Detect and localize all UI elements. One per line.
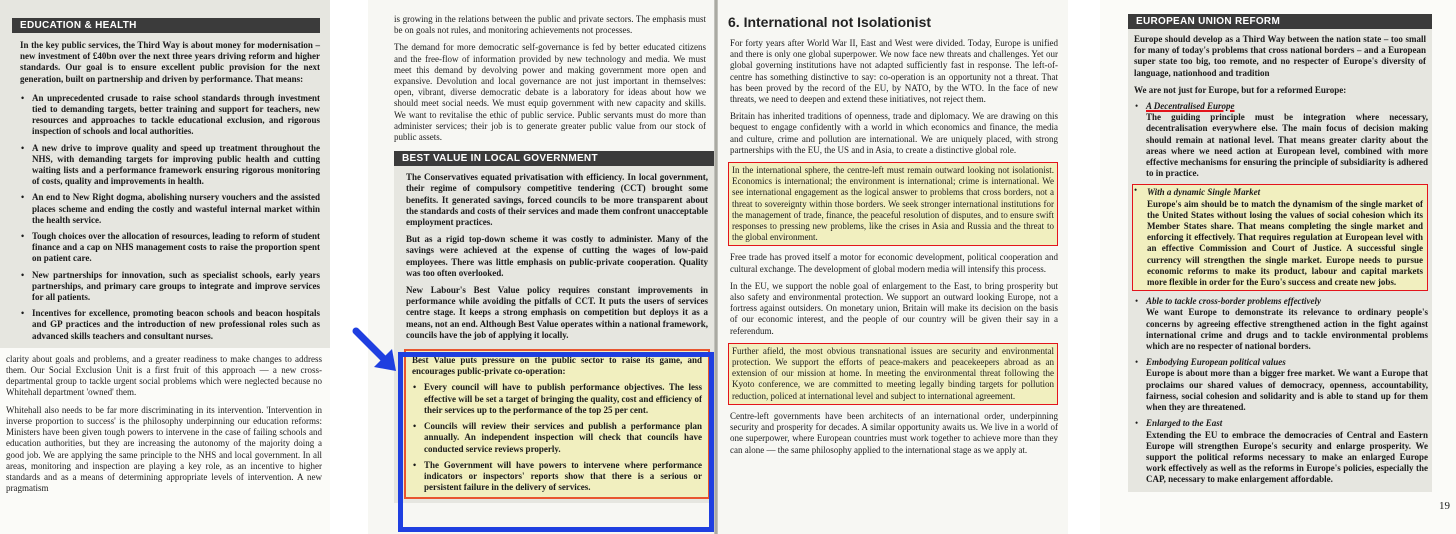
book-spine bbox=[714, 0, 718, 534]
list-item bbox=[1134, 418, 1428, 485]
highlight-intro: Best Value puts pressure on the public sector to raise its game, and encourages public-private co-operation: bbox=[412, 355, 702, 377]
page-best-value bbox=[368, 0, 716, 534]
list-item: • Incentives for excellence, promoting beacon schools and beacon hospitals and GP practices and the introduction of new professional roles such as advanced skills teachers and consultant nurses. bbox=[20, 308, 320, 342]
intro-text: In the key public services, the Third Way is about money for modernisation – new investment of £40bn over the next three years driving reform and higher standards. Our goal is to ensure excellent public provision for the next generation, built on partnership and driven by performance. That means: bbox=[20, 40, 320, 84]
item-text: We want Europe to demonstrate its relevance to ordinary people's concerns by agreeing effective strengthened action in the fight against international crime and drugs and to tackle environmental problems which are no respecter of national borders. bbox=[1146, 307, 1428, 352]
page-title: 6. International not Isolationist bbox=[728, 14, 932, 30]
list-item bbox=[1134, 296, 1428, 352]
list-item bbox=[1132, 184, 1428, 291]
list-item: • An unprecedented crusade to raise school standards through investment tied to demanding targets, better training and support for teachers, new resources and approaches to tackle educational exclusion, and rigorous inspection of schools and local authorities. bbox=[20, 93, 320, 138]
highlighted-box: Further afield, the most obvious transnational issues are security and environmental protection. We support the efforts of peace-makers and peacekeepers abroad as an extension of our mission at home. In meeting the environmental threat following the Kyoto conference, we are committed to meeting legally binding targets for pollution reduction, policed at international level and subject to international agreement. bbox=[728, 343, 1058, 405]
page-eu-reform bbox=[1100, 0, 1456, 534]
blue-arrow-icon bbox=[352, 327, 402, 377]
lead-text: We are not just for Europe, but for a reformed Europe: bbox=[1134, 84, 1347, 95]
highlighted-box bbox=[404, 349, 710, 499]
body-paragraph: Britain has inherited traditions of openness, trade and diplomacy. We are drawing on this bequest to engage confidently with a world in which economics and finance, the media and culture, crime and pollution are international. We are uniquely placed, with strong partnerships with the EU, the US and in Asia, to create a distinctive global role. bbox=[730, 111, 1058, 155]
body-paragraph: is growing in the relations between the public and private sectors. The emphasis must be on goals not rules, and monitoring achievements not processes. bbox=[394, 14, 706, 36]
list-item: • Councils will review their services and publish a performance plan annually. An independent inspection will check that councils have conducted service reviews properly. bbox=[412, 421, 702, 455]
list-item: • A new drive to improve quality and speed up treatment throughout the NHS, with demanding targets for improving public health and cutting waiting lists and a performance framework ensuring rigorous monitoring of costs, quality and improvements in health. bbox=[20, 143, 320, 188]
bullet-list bbox=[0, 85, 330, 342]
section-heading: EDUCATION & HEALTH bbox=[12, 18, 320, 33]
page-number: 19 bbox=[1439, 500, 1450, 512]
item-text: Europe is about more than a bigger free market. We want a Europe that proclaims our shared values of democracy, openness, accountability, fairness, social cohesion and solidarity and is able to stand up for them when they are threatened. bbox=[1146, 368, 1428, 413]
item-title: • Embodying European political values bbox=[1146, 357, 1286, 368]
list-item bbox=[1134, 101, 1428, 179]
list-item: • Tough choices over the allocation of resources, leading to reform of student finance and a cap on NHS management costs to raise the proportion spent on patient care. bbox=[20, 231, 320, 265]
item-title: • Enlarged to the East bbox=[1146, 418, 1223, 429]
gutter bbox=[1068, 0, 1100, 534]
item-text: Europe's aim should be to match the dynamism of the single market of the United States without losing the values of social cohesion which its Member States share. That means completing the single market and enforcing it effectively. That requires regulation at European level with an effective Commission and Court of Justice. A successful single currency will strengthen the single market. Europe needs to pursue economic reforms to make its product, labour and capital markets more flexible in order for the Euro's success and create new jobs. bbox=[1147, 198, 1423, 288]
list-item bbox=[1134, 357, 1428, 413]
item-text: The guiding principle must be integration where necessary, decentralisation everywhere else. The main focus of decision making should remain at national level. That means greater clarity about the areas where we need action at European level, combined with more effective mechanisms for ensuring the principle of subsidiarity is adhered to in practice. bbox=[1146, 112, 1428, 179]
body-paragraph: New Labour's Best Value policy requires constant improvements in performance while avoiding the pitfalls of CCT. It puts the users of services centre stage. It keeps a strong emphasis on competition but deploys it as a means, not an end. Although Best Value operates within a national framework, councils have the job of applying it locally. bbox=[406, 285, 708, 340]
intro-text: Europe should develop as a Third Way between the nation state – too small for many of today's problems that cross national borders – and a European super state too big, too remote, and no respecter of Europe's diversity of language, nationhood and tradition bbox=[1134, 34, 1426, 78]
item-text: Extending the EU to embrace the democracies of Central and Eastern Europe will strengthen Europe's security and enlarge prosperity. We support the political reforms necessary to make an enlarged Europe work effectively as well as the reforms in Europe's policies, especially the CAP, necessary to make enlargement affordable. bbox=[1146, 429, 1428, 485]
body-paragraph: For forty years after World War II, East and West were divided. Today, Europe is unified and there is only one global superpower. We now face new threats and challenges. Yet our global governing institutions have not adapted sufficiently fast in response. The left-of-centre has something distinctive to say: co-operation is an opportunity not a threat. That has been proved by the record of the EU, by NATO, by the WTO. In the face of new threats, we need to deepen and extend these initiatives, not reject them. bbox=[730, 38, 1058, 105]
body-paragraph: In the EU, we support the noble goal of enlargement to the East, to bring prosperity but also safety and environmental protection. We support an outward looking Europe, not a fortress against outsiders. On monetary union, Britain will make its decision on the basis of our economic interest, and the people of our country will be given their say in a referendum. bbox=[730, 280, 1058, 336]
best-value-panel bbox=[394, 151, 716, 503]
list-item: • Every council will have to publish performance objectives. The less effective will be set a target of bringing the quality, cost and efficiency of their services up to the performance of the top 25 per cent. bbox=[412, 382, 702, 416]
body-paragraph: Centre-left governments have been architects of an international order, underpinning security and prosperity for decades. A similar opportunity awaits us. We live in a world of one superpower, where European countries must work together to achieve more than they can alone — the same philosophy applied to the international stage as we apply at. bbox=[730, 410, 1058, 455]
section-heading: BEST VALUE IN LOCAL GOVERNMENT bbox=[394, 151, 716, 166]
eu-reform-panel bbox=[1128, 14, 1432, 492]
item-title: • A Decentralised Europe bbox=[1146, 101, 1235, 112]
list-item: • The Government will have powers to intervene where performance indicators or inspectors' reports show that there is a serious or persistent failure in the delivery of services. bbox=[412, 460, 702, 494]
body-paragraph: Free trade has proved itself a motor for economic development, political cooperation and cultural exchange. The development of global modern media will intensify this process. bbox=[730, 252, 1058, 274]
page-international bbox=[716, 0, 1068, 534]
education-health-panel bbox=[0, 0, 330, 348]
reform-list bbox=[1128, 101, 1432, 486]
item-title: • Able to tackle cross-border problems effectively bbox=[1146, 296, 1322, 307]
page-education-health bbox=[0, 0, 330, 534]
body-paragraph: clarity about goals and problems, and a greater readiness to make changes to address them. Our Social Exclusion Unit is a first fruit of this approach — a new cross-departmental group to tackle urgent social problems which were neglected because no Whitehall department 'owned' them. bbox=[6, 353, 322, 398]
section-heading: EUROPEAN UNION REFORM bbox=[1128, 14, 1432, 29]
highlighted-box: In the international sphere, the centre-left must remain outward looking not isolationist. Economics is international; the environment is international; crime is international. We see international engagement as the logical answer to problems that cross borders, not a threat to sovereignty within those borders. We seek stronger international institutions for the management of trade, finance, the peaceful resolution of disputes, and to ensure swift responses to pressing new problems, like the crises in Asia and Russia and the threat to the global environment. bbox=[728, 162, 1058, 246]
highlight-bullets bbox=[412, 382, 702, 493]
body-paragraph: The demand for more democratic self-governance is fed by better educated citizens and the free-flow of information provided by new technology and media. We must meet this demand by devolving power and making government more open and expansive. Devolution and local governance are not just important in themselves: open, vibrant, diverse democratic debate is a laboratory for ideas about how we should meet social needs. We must equip government with new capacity and skills. We want to revitalise the ethic of public service. Public servants must do more than administer services; their job is to generate greater public value from our stock of public assets. bbox=[394, 42, 706, 143]
gutter bbox=[330, 0, 368, 534]
list-item: • New partnerships for innovation, such as specialist schools, early years partnerships, and primary care groups to integrate and improve services for all patients. bbox=[20, 270, 320, 304]
list-item: • An end to New Right dogma, abolishing nursery vouchers and the assisted places scheme and ending the costly and wasteful internal market within the health service. bbox=[20, 192, 320, 226]
body-paragraph: Whitehall also needs to be far more discriminating in its intervention. 'Intervention in inverse proportion to success' is the philosophy underpinning our education reforms: Ministers have been given tough powers to intervene in the case of failing schools and education authorities, but they are increasing the autonomy of the majority doing a good job. We are applying the same principle to the NHS and local government. In all areas, monitoring and inspection are playing a key role, as an incentive to higher standards and as a means of determining appropriate levels of intervention. A new pragmatism bbox=[6, 404, 322, 494]
body-paragraph: But as a rigid top-down scheme it was costly to administer. Many of the savings were achieved at the expense of cutting the wages of low-paid employees. There was little emphasis on public-private cooperation. Quality was too often overlooked. bbox=[406, 234, 708, 278]
item-title: • With a dynamic Single Market bbox=[1147, 187, 1261, 198]
body-paragraph: The Conservatives equated privatisation with efficiency. In local government, their regime of compulsory competitive tendering (CCT) brought some benefits. It generated savings, forced councils to be more transparent about the standards and costs of their services and made them confront unacceptable employment practices. bbox=[406, 172, 708, 228]
